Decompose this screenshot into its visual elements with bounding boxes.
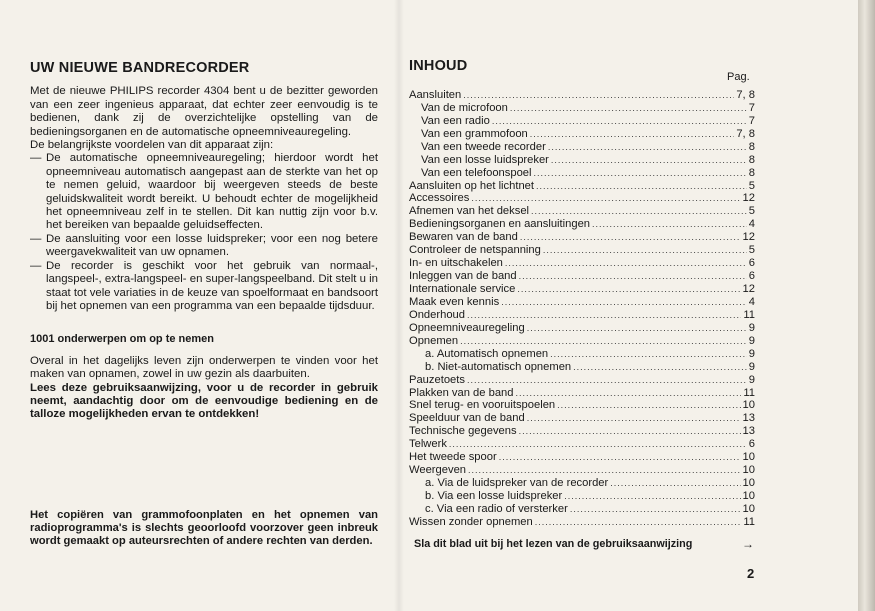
toc-label: Internationale service <box>409 283 516 295</box>
toc-row <box>409 450 755 463</box>
toc-leader <box>536 180 747 192</box>
toc-row <box>409 373 755 386</box>
toc-row <box>409 127 755 140</box>
bullet-item <box>30 233 378 260</box>
toc-page: 11 <box>743 515 755 528</box>
toc-row <box>409 308 755 321</box>
toc-label: Van een grammofoon <box>421 127 528 140</box>
subheading-text: Overal in het dagelijks leven zijn onderwerpen te vinden voor het maken van opnamen, zowel in uw gezin als daarbuiten. <box>30 354 378 381</box>
toc-row <box>409 334 755 347</box>
toc-row <box>409 424 755 437</box>
toc-label: b. Via een losse luidspreker <box>425 490 563 502</box>
toc-leader <box>519 425 741 437</box>
toc-row <box>409 347 755 360</box>
toc-label: Inleggen van de band <box>409 270 517 283</box>
toc-page: 5 <box>748 179 755 192</box>
toc-leader <box>570 503 741 515</box>
toc-page: 9 <box>748 347 755 360</box>
toc-row <box>409 360 755 373</box>
toc-leader <box>592 218 747 230</box>
toc-leader <box>548 141 747 153</box>
toc-row <box>409 411 755 424</box>
toc-page: 10 <box>742 502 755 515</box>
toc-label: Controleer de netspanning <box>409 244 541 257</box>
toc-page: 10 <box>742 490 755 502</box>
toc-page: 8 <box>748 140 755 153</box>
toc-label: Onderhoud <box>409 308 465 321</box>
toc-page: 10 <box>742 477 755 490</box>
toc-row <box>409 192 755 205</box>
toc-page: 11 <box>743 386 755 399</box>
toc-leader <box>501 296 747 308</box>
toc-label: b. Niet-automatisch opnemen <box>425 360 572 373</box>
left-heading: UW NIEUWE BANDRECORDER <box>30 60 250 76</box>
toc-row <box>409 515 755 528</box>
bullet-text: De aansluiting voor een losse luidspreker; voor een nog betere weergavekwaliteit van uw opnamen. <box>46 232 378 259</box>
toc-row <box>409 88 755 101</box>
toc-leader <box>564 490 740 502</box>
legal-notice: Het copiëren van grammofoonplaten en het opnemen van radioprogramma's is slechts geoorloofd voorzover geen inbreuk wordt gemaakt op auteursrechten of andere rechten van derden. <box>30 509 378 548</box>
arrow-icon: → <box>742 537 754 551</box>
toc-label: Telwerk <box>409 438 447 451</box>
toc-page: 9 <box>748 373 755 386</box>
toc-row <box>409 230 755 243</box>
toc-page: 11 <box>743 308 755 321</box>
toc-row <box>409 243 755 256</box>
toc-label: Van de microfoon <box>421 101 508 114</box>
toc-page: 4 <box>748 295 755 308</box>
toc-page: 9 <box>748 334 755 347</box>
toc-page: 13 <box>742 412 755 425</box>
toc-leader <box>510 102 747 114</box>
toc-label: Aansluiten <box>409 88 462 101</box>
toc-leader <box>467 309 741 321</box>
toc-page: 6 <box>748 438 755 451</box>
toc-leader <box>517 283 740 295</box>
toc-row <box>409 256 755 269</box>
toc-label: a. Automatisch opnemen <box>425 347 549 360</box>
toc-page: 12 <box>742 283 755 295</box>
toc-row <box>409 166 755 179</box>
toc-label: Opnemen <box>409 334 459 347</box>
toc-heading: INHOUD <box>409 58 468 74</box>
left-column <box>30 62 378 422</box>
toc-row <box>409 437 755 450</box>
toc-leader <box>610 477 740 489</box>
bullet-text: De recorder is geschikt voor het gebruik van normaal-, langspeel-, extra-langspeel- en super-langspeelband. Dit stelt u in staat tot vele variaties in de keuze van spoelformaat en bandsoort bij het opnemen van een programma van een bepaalde tijdsduur. <box>46 259 378 312</box>
toc-label: Accessoires <box>409 192 470 205</box>
toc-page: 9 <box>748 321 755 334</box>
toc-page: 8 <box>748 153 755 166</box>
toc-label: Weergeven <box>409 464 467 477</box>
toc-leader <box>527 412 741 424</box>
toc-label: Speelduur van de band <box>409 412 525 425</box>
toc-row <box>409 114 755 127</box>
toc-leader <box>520 231 741 243</box>
bold-instruction: Lees deze gebruiksaanwijzing, voor u de recorder in gebruik neemt, aandachtig door om de eenvoudige bediening en de talloze mogelijkheden ervan te ontdekken! <box>30 381 378 421</box>
toc-row <box>409 489 755 502</box>
toc-label: a. Via de luidspreker van de recorder <box>425 477 609 490</box>
toc-label: Maak even kennis <box>409 295 500 308</box>
toc-label: Bedieningsorganen en aansluitingen <box>409 218 591 231</box>
toc-row <box>409 502 755 515</box>
toc-row <box>409 282 755 295</box>
toc-leader <box>543 244 747 256</box>
toc-label: Het tweede spoor <box>409 451 497 464</box>
toc-label: Snel terug- en vooruitspoelen <box>409 399 556 412</box>
toc-page: 10 <box>742 451 755 464</box>
toc-page: 6 <box>748 257 755 270</box>
toc-page: 7, 8 <box>736 127 755 140</box>
toc-leader <box>467 374 747 386</box>
toc-label: Van een radio <box>421 114 490 127</box>
toc-label: Afnemen van het deksel <box>409 205 530 218</box>
toc-row <box>409 217 755 230</box>
page-number: 2 <box>747 566 755 581</box>
toc-label: Plakken van de band <box>409 386 514 399</box>
toc-row <box>409 463 755 476</box>
toc-leader <box>492 115 747 127</box>
toc-leader <box>573 361 747 373</box>
toc-page: 8 <box>748 166 755 179</box>
toc-row <box>409 399 755 412</box>
subheading: 1001 onderwerpen om op te nemen <box>30 333 214 346</box>
toc-row <box>409 204 755 217</box>
footer-instruction: Sla dit blad uit bij het lezen van de gebruiksaanwijzing <box>414 538 693 550</box>
toc-leader <box>530 128 735 140</box>
toc-leader <box>519 270 747 282</box>
toc-leader <box>463 89 734 101</box>
toc-page: 12 <box>742 192 755 205</box>
table-of-contents <box>409 88 755 528</box>
center-fold <box>394 0 404 611</box>
toc-row <box>409 179 755 192</box>
toc-row <box>409 295 755 308</box>
intro-paragraph: Met de nieuwe PHILIPS recorder 4304 bent u de bezitter geworden van een zeer ingenieus apparaat, dat echter zeer eenvoudig is te bedienen, dank zij de overzichtelijke opstelling van de bedieningsorganen en de automatische opneemniveauregeling. <box>30 85 378 138</box>
toc-row <box>409 269 755 282</box>
toc-page: 7 <box>748 101 755 114</box>
toc-label: Wissen zonder opnemen <box>409 515 533 528</box>
bullet-item <box>30 260 378 314</box>
toc-label: Van een telefoonspoel <box>421 166 532 179</box>
bullet-item <box>30 152 378 232</box>
toc-row <box>409 140 755 153</box>
toc-page: 12 <box>742 231 755 244</box>
toc-leader <box>468 464 741 476</box>
toc-page: 4 <box>748 218 755 231</box>
toc-row <box>409 476 755 489</box>
toc-label: Technische gegevens <box>409 425 517 438</box>
toc-label: Van een losse luidspreker <box>421 153 549 166</box>
pag-label: Pag. <box>727 71 750 83</box>
toc-page: 10 <box>742 399 755 412</box>
toc-leader <box>499 451 741 463</box>
toc-label: c. Via een radio of versterker <box>425 502 568 515</box>
toc-label: Van een tweede recorder <box>421 140 546 153</box>
toc-leader <box>534 167 747 179</box>
advantages-intro: De belangrijkste voordelen van dit apparaat zijn: <box>30 139 274 152</box>
toc-page: 7 <box>748 114 755 127</box>
toc-page: 5 <box>748 244 755 257</box>
toc-label: Opneemniveauregeling <box>409 321 525 334</box>
toc-leader <box>516 387 742 399</box>
toc-row <box>409 101 755 114</box>
toc-leader <box>460 335 747 347</box>
bullet-dash: — <box>30 152 42 165</box>
bullet-dash: — <box>30 232 42 245</box>
page-edge <box>858 0 875 611</box>
toc-leader <box>471 192 740 204</box>
toc-row <box>409 153 755 166</box>
toc-page: 5 <box>748 205 755 218</box>
toc-label: Aansluiten op het lichtnet <box>409 179 535 192</box>
toc-leader <box>505 257 747 269</box>
toc-leader <box>449 438 747 450</box>
toc-leader <box>535 516 742 528</box>
toc-page: 7, 8 <box>736 88 755 101</box>
toc-leader <box>557 399 740 411</box>
toc-leader <box>531 205 747 217</box>
toc-row <box>409 386 755 399</box>
toc-leader <box>551 154 747 166</box>
toc-page: 9 <box>748 360 755 373</box>
toc-leader <box>527 322 747 334</box>
toc-page: 6 <box>748 270 755 283</box>
bullet-text: De automatische opneemniveauregeling; hierdoor wordt het opneemniveau automatisch aangepast aan de sterkte van het op te nemen geluid, waardoor bij weergeven steeds de beste geluidskwaliteit wordt bereikt. U behoudt echter de mogelijkheid het opneemniveau zelf in te stellen. Dit kan nuttig zijn voor b.v. het bereiken van bepaalde geluidseffecten. <box>46 152 378 232</box>
toc-label: Bewaren van de band <box>409 231 518 244</box>
toc-label: Pauzetoets <box>409 373 465 386</box>
toc-label: In- en uitschakelen <box>409 257 503 270</box>
toc-page: 10 <box>742 464 755 477</box>
right-heading-wrap <box>409 58 755 84</box>
toc-page: 13 <box>742 425 755 438</box>
bullet-dash: — <box>30 259 42 272</box>
toc-leader <box>550 348 747 360</box>
toc-row <box>409 321 755 334</box>
